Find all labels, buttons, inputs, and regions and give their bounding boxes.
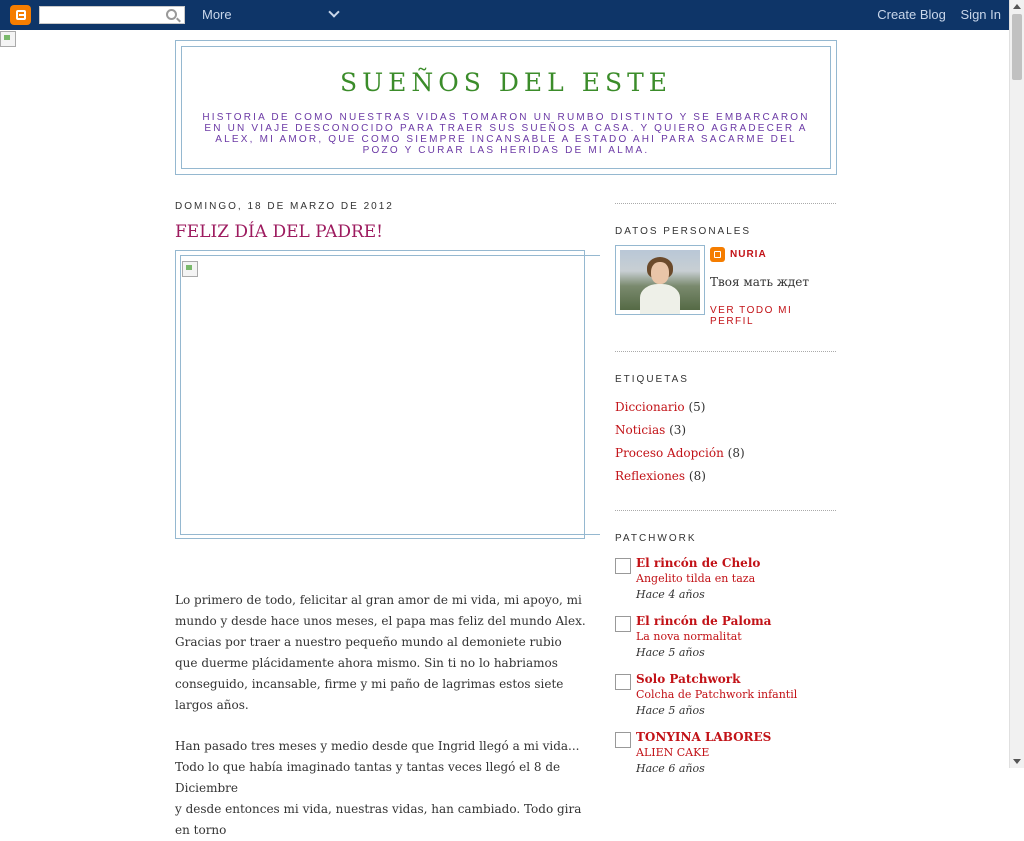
label-link[interactable]: Noticias	[615, 423, 666, 437]
broken-image-icon	[182, 261, 198, 277]
list-item	[615, 613, 836, 671]
create-blog-link[interactable]: Create Blog	[877, 7, 946, 22]
list-item	[615, 729, 836, 787]
labels-section-title: ETIQUETAS	[615, 374, 689, 385]
post-line: y desde entonces mi vida, nuestras vidas, han cambiado. Todo gira en torno	[175, 802, 582, 837]
search-icon[interactable]	[166, 9, 177, 20]
blog-post-link[interactable]: ALIEN CAKE	[636, 746, 710, 759]
broken-image-icon	[0, 31, 16, 47]
blog-title[interactable]: SUEÑOS DEL ESTE	[339, 68, 673, 97]
view-profile-link[interactable]: VER TODO MI PERFIL	[710, 305, 793, 327]
sidebar	[615, 203, 836, 787]
blog-title-link[interactable]: El rincón de Chelo	[636, 556, 761, 570]
post-line: Todo lo que había imaginado tantas y tantas veces llegó el 8 de Diciembre	[175, 760, 561, 795]
blog-header-inner	[181, 46, 831, 169]
post-image-frame	[175, 250, 585, 539]
blog-list	[615, 555, 836, 787]
blog-header	[175, 40, 837, 175]
more-menu[interactable]: More	[202, 7, 232, 22]
blog-post-time: Hace 4 años	[636, 588, 705, 601]
profile-about: Твоя мать ждет	[710, 275, 810, 289]
label-count: (3)	[669, 423, 687, 437]
blog-thumbnail-icon	[615, 732, 631, 748]
sidebar-divider	[615, 203, 836, 204]
profile-name-row	[710, 247, 767, 262]
label-count: (5)	[688, 400, 706, 414]
post-line: Han pasado tres meses y medio desde que Ingrid llegó a mi vida...	[175, 739, 580, 753]
blog-title-link[interactable]: Solo Patchwork	[636, 672, 741, 686]
profile-photo[interactable]	[615, 245, 705, 315]
label-count: (8)	[688, 469, 706, 483]
blogger-navbar	[0, 0, 1009, 30]
profile-widget	[615, 245, 836, 325]
post-date: DOMINGO, 18 DE MARZO DE 2012	[175, 201, 394, 212]
post-title[interactable]: FELIZ DÍA DEL PADRE!	[175, 222, 384, 242]
blog-post-link[interactable]: Angelito tilda en taza	[636, 572, 756, 585]
post-paragraph: Lo primero de todo, felicitar al gran amor de mi vida, mi apoyo, mi mundo y desde hace unos meses, el papa mas feliz del mundo Alex. Gracias por traer a nuestro pequeño mundo al demoniete rubio que duerme plácidamente ahora mismo. Sin ti no lo habriamos conseguido, incansable, firme y mi paño de lagrimas estos siete largos años.	[175, 593, 586, 712]
blog-post-link[interactable]: La nova normalitat	[636, 630, 742, 643]
label-item	[615, 419, 836, 442]
post-body	[175, 590, 587, 841]
label-item	[615, 396, 836, 419]
search-input[interactable]	[39, 6, 185, 24]
scroll-up-arrow-icon[interactable]	[1013, 4, 1021, 9]
blog-thumbnail-icon	[615, 616, 631, 632]
chevron-down-icon[interactable]	[328, 6, 339, 17]
profile-section-title: DATOS PERSONALES	[615, 226, 752, 237]
blog-post-time: Hace 5 años	[636, 646, 705, 659]
label-link[interactable]: Proceso Adopción	[615, 446, 724, 460]
blog-title-link[interactable]: TONYINA LABORES	[636, 730, 772, 744]
blog-post-time: Hace 6 años	[636, 762, 705, 775]
post-image[interactable]	[180, 255, 600, 535]
label-item	[615, 465, 836, 488]
scroll-thumb[interactable]	[1012, 14, 1022, 80]
blog-description: HISTORIA DE COMO NUESTRAS VIDAS TOMARON UN RUMBO DISTINTO Y SE EMBARCARON EN UN VIAJE DESCONOCIDO PARA TRAER SUS SUEÑOS A CASA. Y QUIERO AGRADECER A ALEX, MI AMOR, QUE COMO SIEMPRE INCANSABLE A ESTADO AHI PARA SACARME DEL POZO Y CURAR LAS HERIDAS DE MI ALMA.	[202, 112, 810, 156]
label-item	[615, 442, 836, 465]
list-item	[615, 671, 836, 729]
profile-name[interactable]: NURIA	[730, 249, 767, 260]
list-item	[615, 555, 836, 613]
labels-list	[615, 396, 836, 488]
blogger-logo-icon[interactable]	[10, 5, 31, 25]
blog-thumbnail-icon	[615, 674, 631, 690]
sidebar-divider	[615, 351, 836, 352]
patchwork-section-title: PATCHWORK	[615, 533, 697, 544]
blog-title-link[interactable]: El rincón de Paloma	[636, 614, 772, 628]
label-link[interactable]: Diccionario	[615, 400, 685, 414]
label-link[interactable]: Reflexiones	[615, 469, 686, 483]
sidebar-divider	[615, 510, 836, 511]
blog-post-link[interactable]: Colcha de Patchwork infantil	[636, 688, 798, 701]
page-scrollbar[interactable]	[1009, 0, 1024, 768]
blog-thumbnail-icon	[615, 558, 631, 574]
sign-in-link[interactable]: Sign In	[960, 7, 1001, 22]
scroll-down-arrow-icon[interactable]	[1013, 759, 1021, 764]
label-count: (8)	[727, 446, 745, 460]
blog-post-time: Hace 5 años	[636, 704, 705, 717]
nav-account-links	[866, 7, 1001, 22]
blogger-profile-icon	[710, 247, 725, 262]
